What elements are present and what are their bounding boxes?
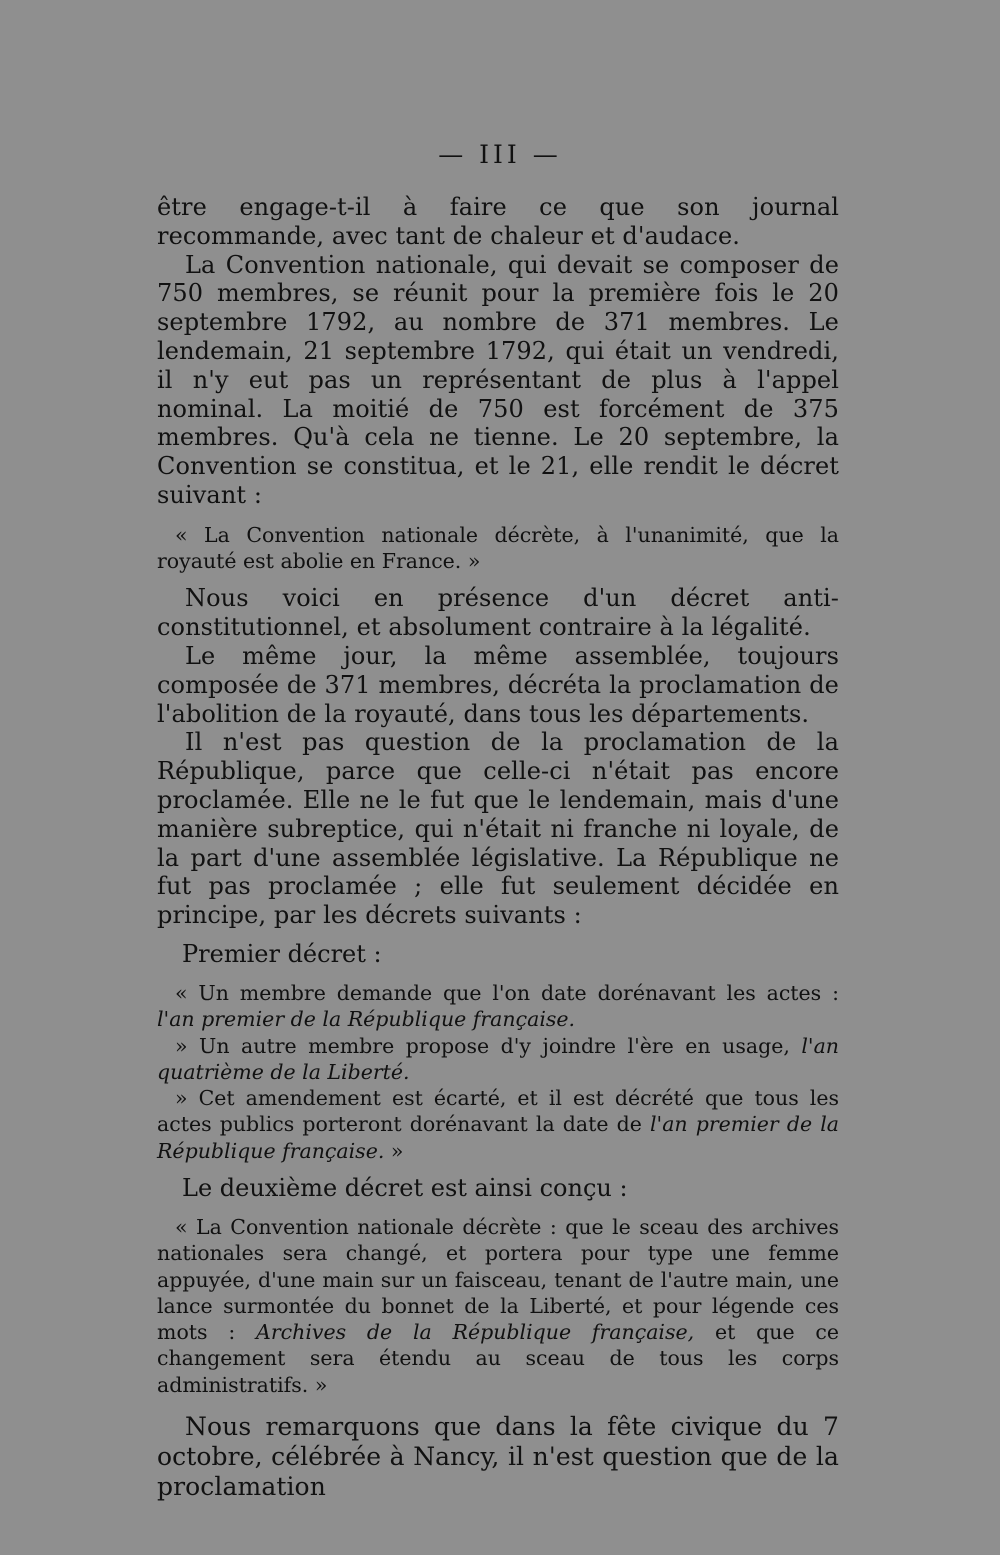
page-body (157, 193, 839, 1502)
quote-text: « Un membre demande que l'on date dorénavant les actes : (175, 980, 839, 1005)
paragraph-5: Il n'est pas question de la proclamation de la République, parce que celle-ci n'était pas encore proclamée. Elle ne le fut que le lendemain, mais d'une manière subreptice, qui n'était ni franche ni loyale, de la part d'une assemblée législative. La République ne fut pas proclamée ; elle fut seulement décidée en principe, par les décrets suivants : (157, 728, 839, 930)
paragraph-4: Le même jour, la même assemblée, toujours composée de 371 membres, décréta la proclamation de l'abolition de la royauté, dans tous les départements. (157, 641, 839, 728)
heading-premier-decret: Premier décret : (182, 939, 382, 968)
quote-italic: l'an quatrième de la Liberté. (157, 1033, 839, 1084)
quote-decree-abolition: « La Convention nationale décrète, à l'unanimité, que la royauté est abolie en France. » (157, 522, 839, 574)
paragraph-6: Nous remarquons que dans la fête civique du 7 octobre, célébrée à Nancy, il n'est question que de la proclamation (157, 1412, 839, 1502)
quote-close: » (384, 1138, 404, 1163)
heading-deuxieme-decret: Le deuxième décret est ainsi conçu : (182, 1174, 628, 1202)
quote-text: « La Convention nationale décrète : que le sceau des archives nationales sera changé, et portera pour type une femme appuyée, d'une main sur un faisceau, tenant de l'autre main, une lance surmontée du bonnet de la Liberté, et pour légende ces mots : (157, 1215, 839, 1345)
quote-premier-decret-1 (157, 980, 839, 1033)
quote-italic: Archives de la République française, (256, 1320, 695, 1345)
quote-text: » Un autre membre propose d'y joindre l'ère en usage, (175, 1033, 802, 1058)
page-number: — III — (438, 140, 562, 169)
paragraph-3: Nous voici en présence d'un décret anti-constitutionnel, et absolument contraire à la légalité. (157, 584, 839, 642)
paragraph-2: La Convention nationale, qui devait se composer de 750 membres, se réunit pour la première fois le 20 septembre 1792, au nombre de 371 membres. Le lendemain, 21 septembre 1792, qui était un vendredi, il n'y eut pas un représentant de plus à l'appel nominal. La moitié de 750 est forcément de 375 membres. Qu'à cela ne tienne. Le 20 septembre, la Convention se constitua, et le 21, elle rendit le décret suivant : (157, 250, 839, 509)
quote-text: et que ce changement sera étendu au sceau de tous les corps administratifs. » (157, 1320, 839, 1397)
quote-italic: l'an premier de la République française. (157, 1112, 839, 1163)
quote-premier-decret-2 (157, 1033, 839, 1086)
quote-italic: l'an premier de la République française. (157, 1007, 576, 1032)
paragraph-1: être engage-t-il à faire ce que son journal recommande, avec tant de chaleur et d'audace. (157, 193, 839, 250)
quote-premier-decret-3 (157, 1085, 839, 1164)
quote-text: » Cet amendement est écarté, et il est décrété que tous les actes publics porteront dorénavant la date de (157, 1086, 839, 1137)
quote-deuxieme-decret (157, 1214, 839, 1398)
